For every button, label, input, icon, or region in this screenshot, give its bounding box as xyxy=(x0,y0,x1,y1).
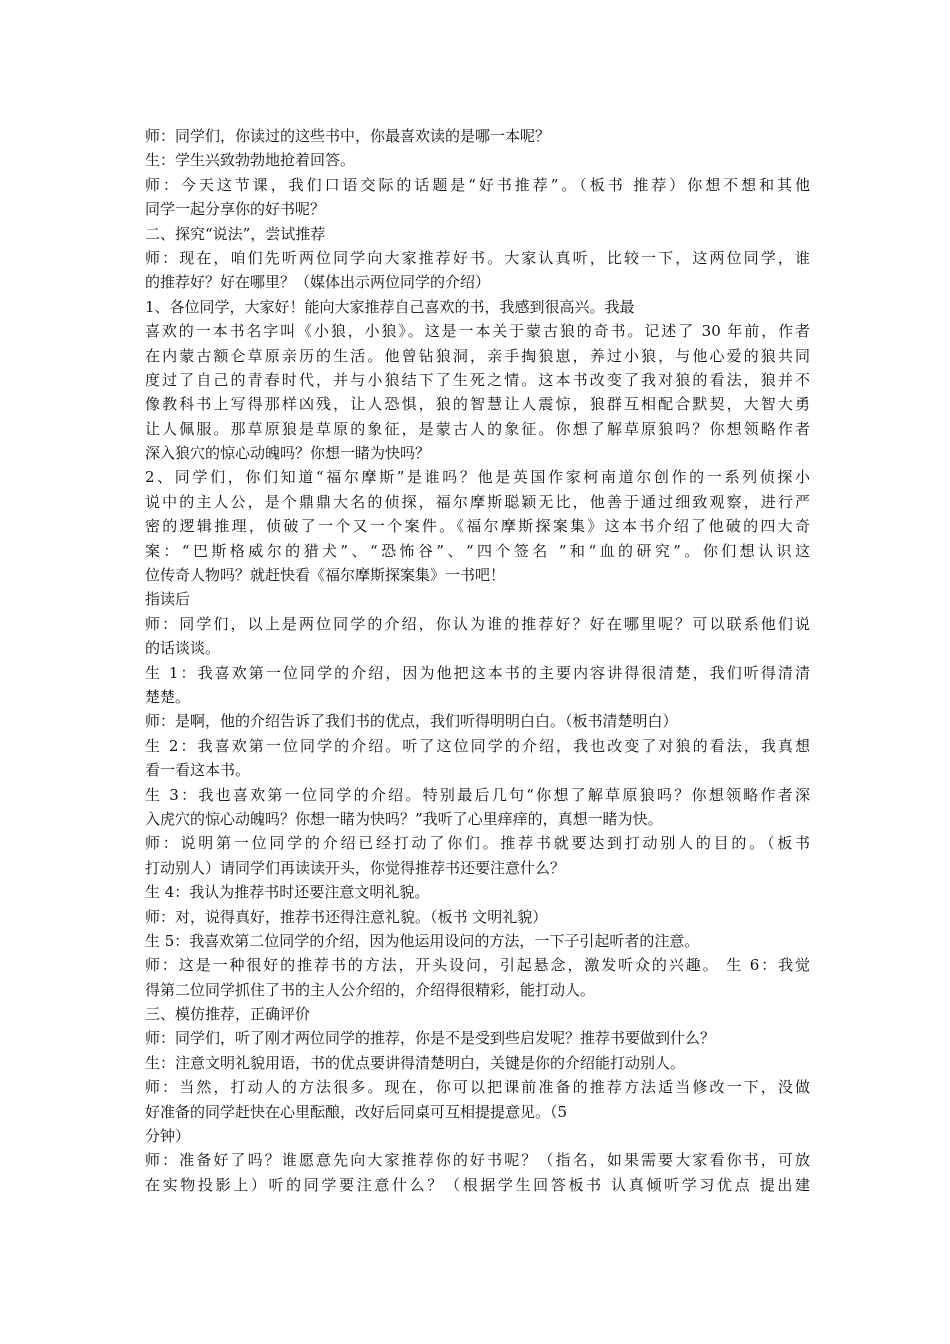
text-line: 密的逻辑推理，侦破了一个又一个案件。《福尔摩斯探案集》这本书介绍了他破的四大奇 xyxy=(145,517,810,536)
text-line: 师：这是一种很好的推荐书的方法，开头设问，引起悬念，激发听众的兴趣。 生 6：我觉 xyxy=(145,956,810,975)
text-line: 师：今天这节课，我们口语交际的话题是“好书推荐”。（板书 推荐）你想不想和其他 xyxy=(145,175,810,194)
text-line: 生 3：我也喜欢第一位同学的介绍。特别最后几句“你想了解草原狼吗？你想领略作者深 xyxy=(145,785,810,804)
text-line: 说中的主人公，是个鼎鼎大名的侦探，福尔摩斯聪颖无比，他善于通过细致观察，进行严 xyxy=(145,492,810,511)
text-line: 二、探究“说法”，尝试推荐 xyxy=(145,224,326,243)
text-line: 看一看这本书。 xyxy=(145,761,251,780)
text-line: 度过了自己的青春时代，并与小狼结下了生死之情。这本书改变了我对狼的看法，狼并不 xyxy=(145,370,810,389)
text-line: 师：准备好了吗？谁愿意先向大家推荐你的好书呢？（指名，如果需要大家看你书，可放 xyxy=(145,1151,810,1170)
text-line: 入虎穴的惊心动魄吗？你想一睹为快吗？”我听了心里痒痒的，真想一睹为快。 xyxy=(145,809,663,828)
text-line: 在内蒙古额仑草原亲历的生活。他曾钻狼洞，亲手掏狼崽，养过小狼，与他心爱的狼共同 xyxy=(145,346,810,365)
text-line: 师：同学们，你读过的这些书中，你最喜欢读的是哪一本呢？ xyxy=(145,127,551,145)
text-line: 得第二位同学抓住了书的主人公介绍的，介绍得很精彩，能打动人。 xyxy=(145,980,596,999)
text-line: 分钟） xyxy=(145,1127,191,1146)
text-line: 案：“巴斯格威尔的猎犬”、“恐怖谷”、“四个签名 ”和“血的研究”。你们想认识这 xyxy=(145,541,810,560)
text-line: 在实物投影上）听的同学要注意什么？（根据学生回答板书 认真倾听学习优点 提出建 xyxy=(145,1175,810,1194)
text-line: 生 4：我认为推荐书时还要注意文明礼貌。 xyxy=(145,883,430,902)
text-line: 师：是啊，他的介绍告诉了我们书的优点，我们听得明明白白。（板书清楚明白） xyxy=(145,712,678,731)
text-line: 1、各位同学，大家好！能向大家推荐自己喜欢的书，我感到很高兴。我最 xyxy=(145,297,635,316)
text-line: 师：说明第一位同学的介绍已经打动了你们。推荐书就要达到打动别人的目的。（板书 xyxy=(145,834,810,853)
text-line: 师：对，说得真好，推荐书还得注意礼貌。（板书 文明礼貌） xyxy=(145,907,548,926)
text-line: 位传奇人物吗？就赶快看《福尔摩斯探案集》一书吧！ xyxy=(145,566,506,585)
text-line: 师：现在，咱们先听两位同学向大家推荐好书。大家认真听，比较一下，这两位同学，谁 xyxy=(145,248,810,267)
text-line: 楚楚。 xyxy=(145,687,191,706)
text-line: 同学一起分享你的好书呢？ xyxy=(145,200,326,219)
text-line: 师：当然，打动人的方法很多。现在，你可以把课前准备的推荐方法适当修改一下，没做 xyxy=(145,1078,810,1097)
text-line: 的话谈谈。 xyxy=(145,639,221,658)
text-line: 师：同学们，听了刚才两位同学的推荐，你是不是受到些启发呢？推荐书要做到什么？ xyxy=(145,1029,716,1048)
text-line: 深入狼穴的惊心动魄吗？你想一睹为快吗？ xyxy=(145,444,431,463)
text-line: 生 1：我喜欢第一位同学的介绍，因为他把这本书的主要内容讲得很清楚，我们听得清清 xyxy=(145,663,810,682)
text-line: 喜欢的一本书名字叫《小狼，小狼》。这是一本关于蒙古狼的奇书。记述了 30 年前，作者 xyxy=(145,322,810,341)
text-line: 好准备的同学赶快在心里酝酿，改好后同桌可互相提提意见。（5 xyxy=(145,1102,568,1121)
document-body xyxy=(145,124,810,1197)
text-line: 生 2：我喜欢第一位同学的介绍。听了这位同学的介绍，我也改变了对狼的看法，我真想 xyxy=(145,736,810,755)
text-line: 像教科书上写得那样凶残，让人恐惧，狼的智慧让人震惊，狼群互相配合默契，大智大勇 xyxy=(145,395,810,414)
text-line: 师：同学们，以上是两位同学的介绍，你认为谁的推荐好？好在哪里呢？可以联系他们说 xyxy=(145,614,810,633)
text-line: 生：学生兴致勃勃地抢着回答。 xyxy=(145,151,356,170)
text-line: 三、模仿推荐，正确评价 xyxy=(145,1005,311,1024)
text-line: 2、同学们，你们知道“福尔摩斯”是谁吗？他是英国作家柯南道尔创作的一系列侦探小 xyxy=(145,468,810,487)
text-line: 让人佩服。那草原狼是草原的象征，是蒙古人的象征。你想了解草原狼吗？你想领略作者 xyxy=(145,419,810,438)
text-line: 指读后 xyxy=(145,590,191,609)
text-line: 的推荐好？好在哪里？（媒体出示两位同学的介绍） xyxy=(145,273,491,292)
text-line: 打动别人）请同学们再读读开头，你觉得推荐书还要注意什么？ xyxy=(145,858,566,877)
text-line: 生 5：我喜欢第二位同学的介绍，因为他运用设问的方法，一下子引起听者的注意。 xyxy=(145,931,700,950)
text-line: 生：注意文明礼貌用语，书的优点要讲得清楚明白，关键是你的介绍能打动别人。 xyxy=(145,1053,686,1072)
